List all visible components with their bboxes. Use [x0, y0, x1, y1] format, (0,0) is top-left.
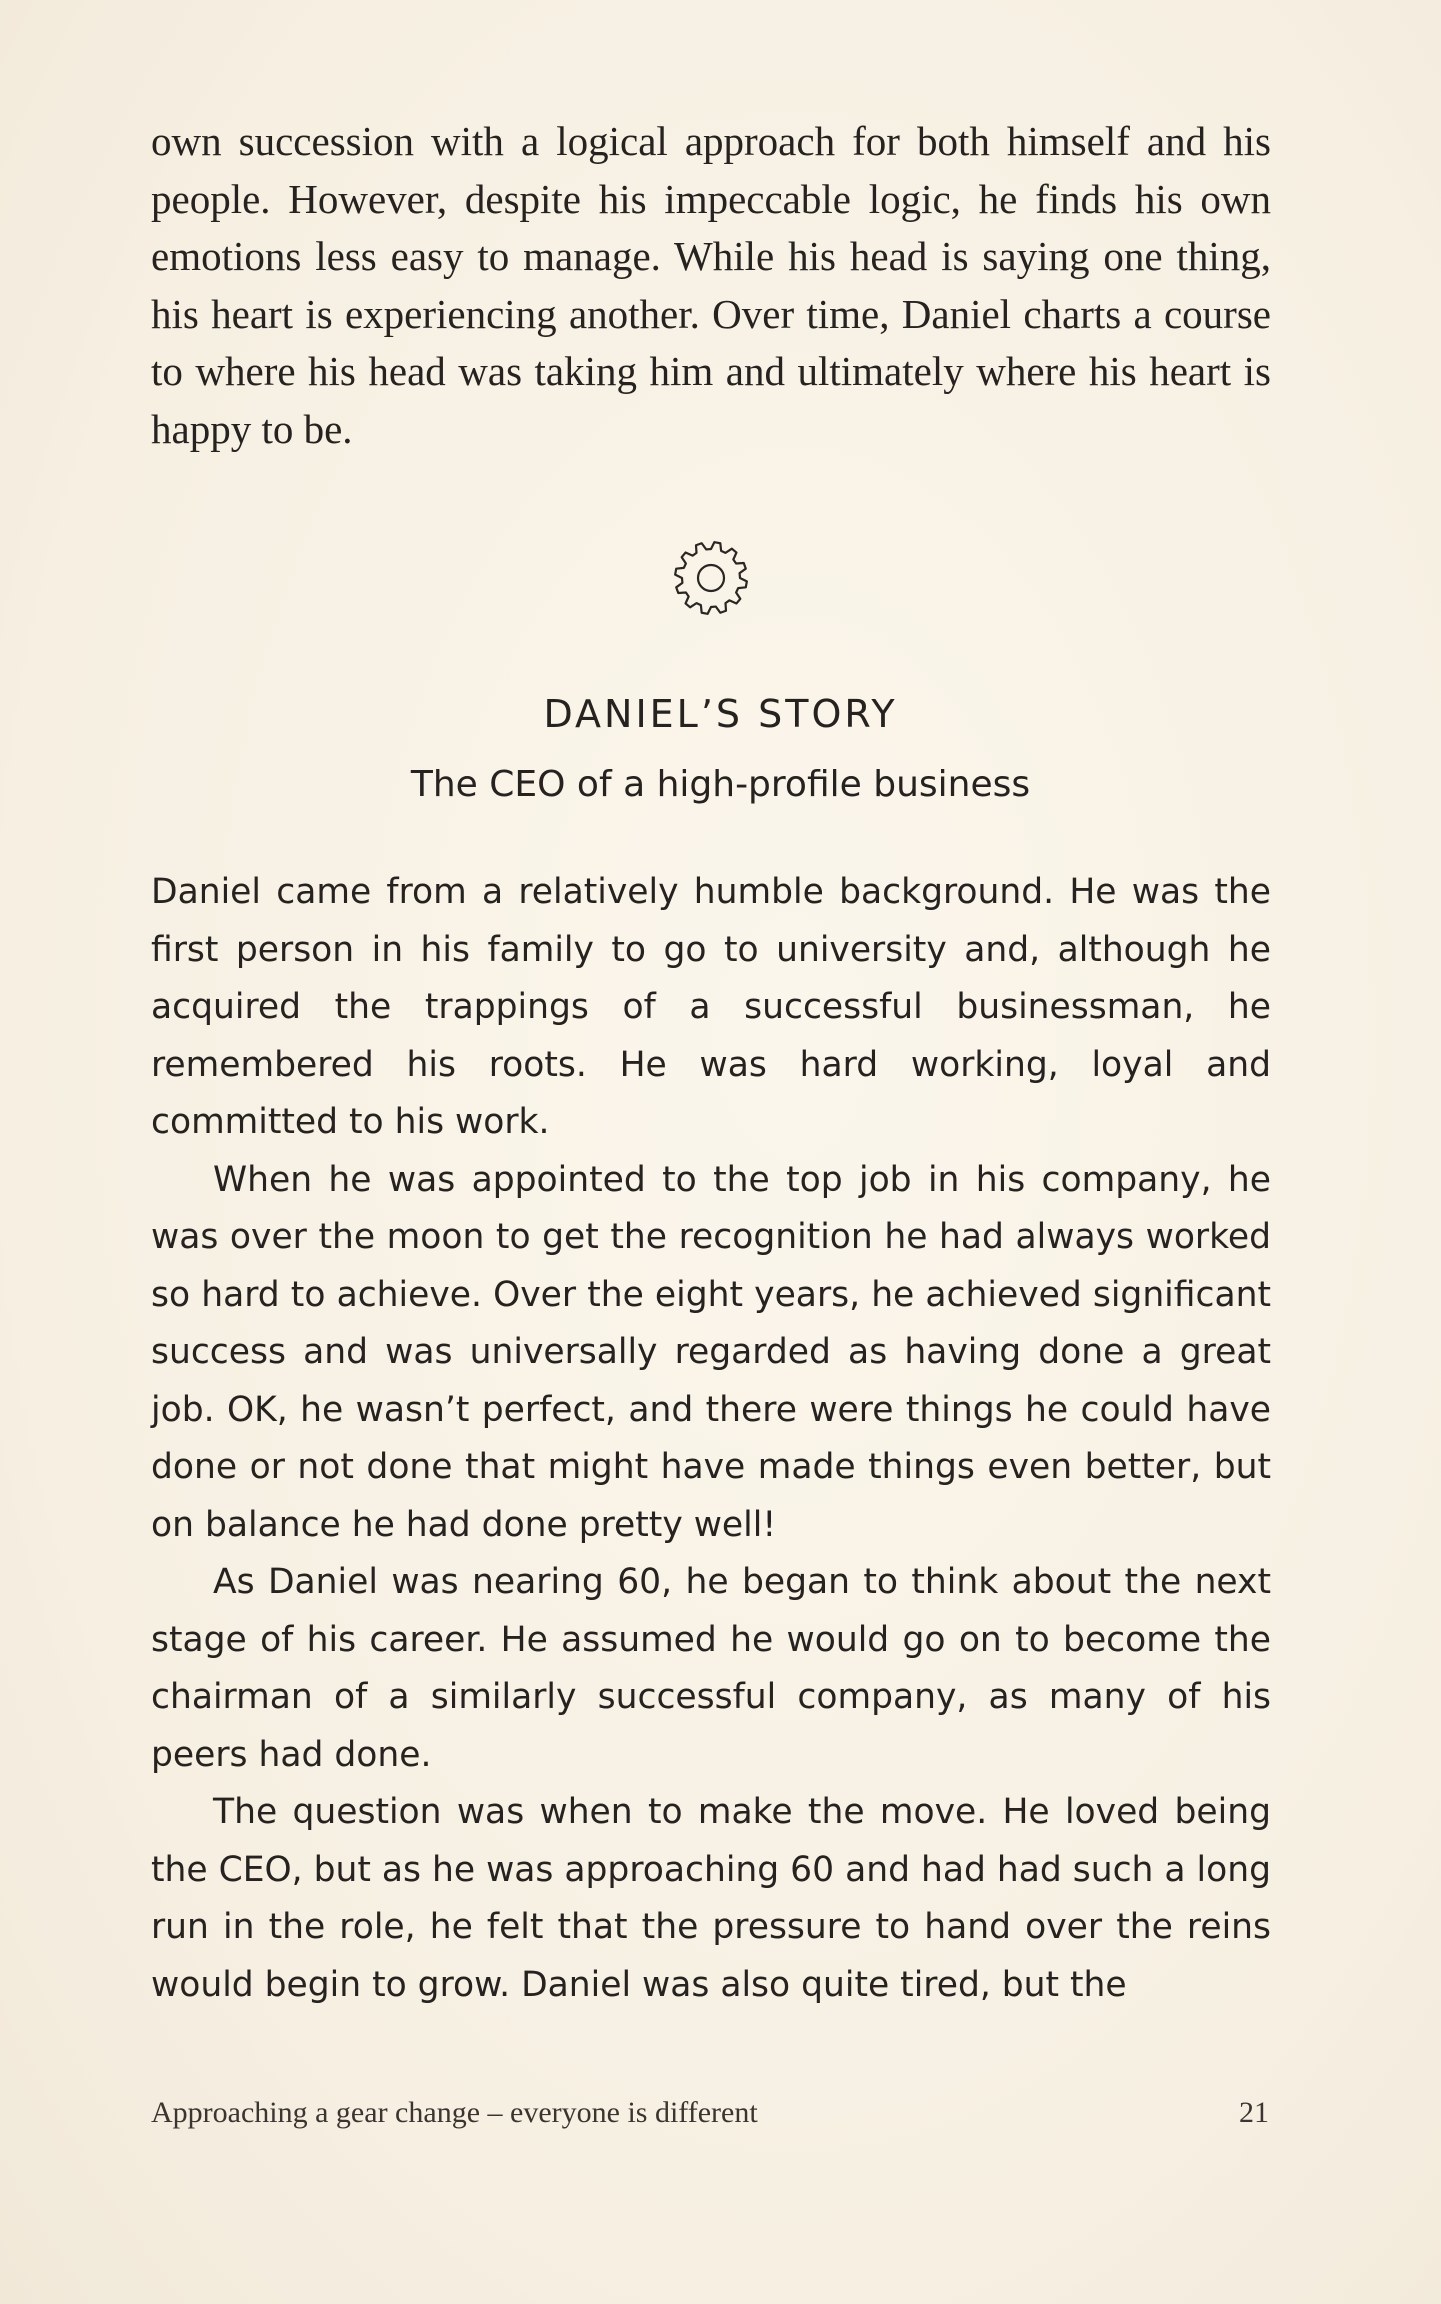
- story-body: [151, 864, 1271, 2014]
- story-subtitle: The CEO of a high-profile business: [410, 764, 1031, 805]
- page-number: 21: [1239, 2096, 1269, 2129]
- story-paragraph: Daniel came from a relatively humble background. He was the first person in his family to go to university and, although he acquired the trappings of a successful businessman, he remembered his roots. He was hard working, loyal and committed to his work.: [151, 872, 1271, 1142]
- story-paragraph: The question was when to make the move. He loved being the CEO, but as he was approaching 60 and had had such a long run in the role, he felt that the pressure to hand over the reins would begin to grow. Daniel was also quite tired, but the: [151, 1792, 1271, 2005]
- story-title: DANIEL’S STORY: [543, 692, 898, 736]
- story-paragraph: When he was appointed to the top job in his company, he was over the moon to get the recognition he had always worked so hard to achieve. Over the eight years, he achieved significant success and was universally regarded as having done a great job. OK, he wasn’t perfect, and there were things he could have done or not done that might have made things even better, but on balance he had done pretty well!: [151, 1159, 1271, 1545]
- gear-icon: [668, 535, 754, 621]
- story-paragraph: As Daniel was nearing 60, he began to think about the next stage of his career. He assumed he would go on to become the chairman of a similarly successful company, as many of his peers had done.: [151, 1562, 1271, 1775]
- running-footer-title: Approaching a gear change – everyone is different: [151, 2096, 758, 2129]
- intro-paragraph: own succession with a logical approach for both himself and his people. However, despite his impeccable logic, he finds his own emotions less easy to manage. While his head is saying one thing, his heart is experiencing another. Over time, Daniel charts a course to where his head was taking him and ultimately where his heart is happy to be.: [151, 118, 1271, 452]
- intro-text-block: [151, 113, 1271, 458]
